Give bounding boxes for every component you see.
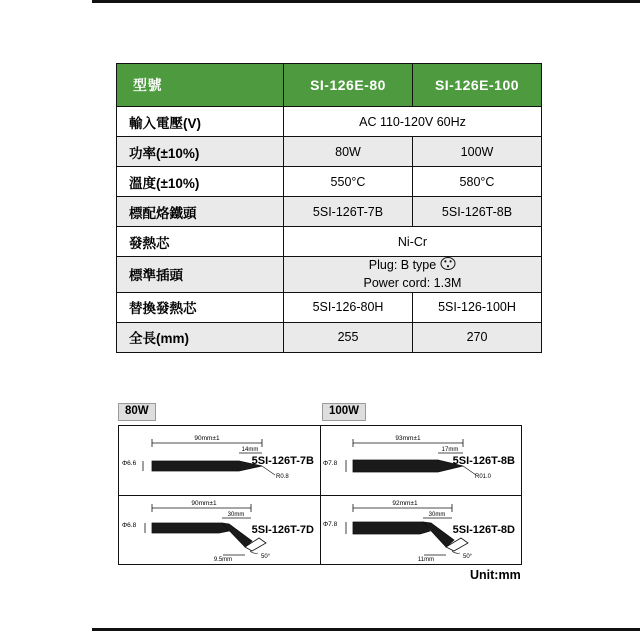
tip-cell-8b <box>320 426 521 495</box>
svg-text:93mm±1: 93mm±1 <box>395 435 421 442</box>
row-label-standard-tip: 標配烙鐵頭 <box>117 197 284 227</box>
svg-text:50°: 50° <box>463 554 473 560</box>
svg-text:11mm: 11mm <box>417 557 435 563</box>
header-model-80: SI-126E-80 <box>284 64 413 107</box>
page-top-rule <box>92 0 640 3</box>
svg-text:R0.8: R0.8 <box>276 474 289 480</box>
plug-cord-text: Power cord: 1.3M <box>363 275 462 290</box>
row-label-temperature: 溫度(±10%) <box>117 167 284 197</box>
cell-temp-80: 550°C <box>284 167 413 197</box>
tip-diagram-box <box>118 425 522 565</box>
header-model: 型號 <box>117 64 284 107</box>
row-label-input-voltage: 輸入電壓(V) <box>117 107 284 137</box>
tip-cell-8d <box>320 495 521 564</box>
svg-text:92mm±1: 92mm±1 <box>392 500 418 507</box>
svg-text:9.5mm: 9.5mm <box>213 557 233 563</box>
svg-text:30mm: 30mm <box>428 512 446 518</box>
table-row <box>117 167 542 197</box>
row-label-total-length: 全長(mm) <box>117 322 284 352</box>
plug-type-text: Plug: B type <box>368 258 437 273</box>
cell-tip-100: 5SI-126T-8B <box>413 197 542 227</box>
svg-text:Φ6.8: Φ6.8 <box>122 522 137 529</box>
table-header-row <box>117 64 542 107</box>
page-bottom-rule <box>92 628 640 631</box>
tip-group-labels <box>0 403 640 419</box>
cell-replacement-80: 5SI-126-80H <box>284 292 413 322</box>
cell-plug <box>284 257 542 293</box>
svg-text:90mm±1: 90mm±1 <box>194 435 220 442</box>
cell-tip-80: 5SI-126T-7B <box>284 197 413 227</box>
cell-replacement-100: 5SI-126-100H <box>413 292 542 322</box>
plug-icon <box>440 257 456 275</box>
row-label-replacement-element: 替換發熱芯 <box>117 292 284 322</box>
header-model-100: SI-126E-100 <box>413 64 542 107</box>
cell-heating-element: Ni-Cr <box>284 227 542 257</box>
svg-text:14mm: 14mm <box>241 447 259 453</box>
row-label-plug: 標準插頭 <box>117 257 284 293</box>
cell-length-80: 255 <box>284 322 413 352</box>
svg-text:Φ7.8: Φ7.8 <box>323 460 338 467</box>
svg-text:50°: 50° <box>261 554 271 560</box>
tip-cell-7d <box>119 495 320 564</box>
svg-text:Φ7.8: Φ7.8 <box>323 521 338 528</box>
cell-power-80: 80W <box>284 137 413 167</box>
svg-text:30mm: 30mm <box>227 512 245 518</box>
svg-text:R01.0: R01.0 <box>475 474 492 480</box>
table-row <box>117 107 542 137</box>
table-row <box>117 292 542 322</box>
part-number-8b: 5SI-126T-8B <box>452 454 515 467</box>
row-label-heating-element: 發熱芯 <box>117 227 284 257</box>
group-label-80w: 80W <box>118 403 156 421</box>
row-label-power: 功率(±10%) <box>117 137 284 167</box>
part-number-8d: 5SI-126T-8D <box>452 523 515 536</box>
spec-table <box>116 63 542 353</box>
table-row <box>117 197 542 227</box>
unit-note: Unit:mm <box>470 568 521 582</box>
table-row <box>117 257 542 293</box>
spec-table-container <box>116 63 522 353</box>
part-number-7d: 5SI-126T-7D <box>251 523 314 536</box>
table-row <box>117 227 542 257</box>
cell-input-voltage: AC 110-120V 60Hz <box>284 107 542 137</box>
group-label-100w: 100W <box>322 403 366 421</box>
cell-length-100: 270 <box>413 322 542 352</box>
svg-text:Φ6.6: Φ6.6 <box>122 460 137 467</box>
svg-text:17mm: 17mm <box>441 447 459 453</box>
table-row <box>117 137 542 167</box>
part-number-7b: 5SI-126T-7B <box>251 454 314 467</box>
svg-text:90mm±1: 90mm±1 <box>191 500 217 507</box>
cell-power-100: 100W <box>413 137 542 167</box>
tip-cell-7b <box>119 426 320 495</box>
cell-temp-100: 580°C <box>413 167 542 197</box>
table-row <box>117 322 542 352</box>
